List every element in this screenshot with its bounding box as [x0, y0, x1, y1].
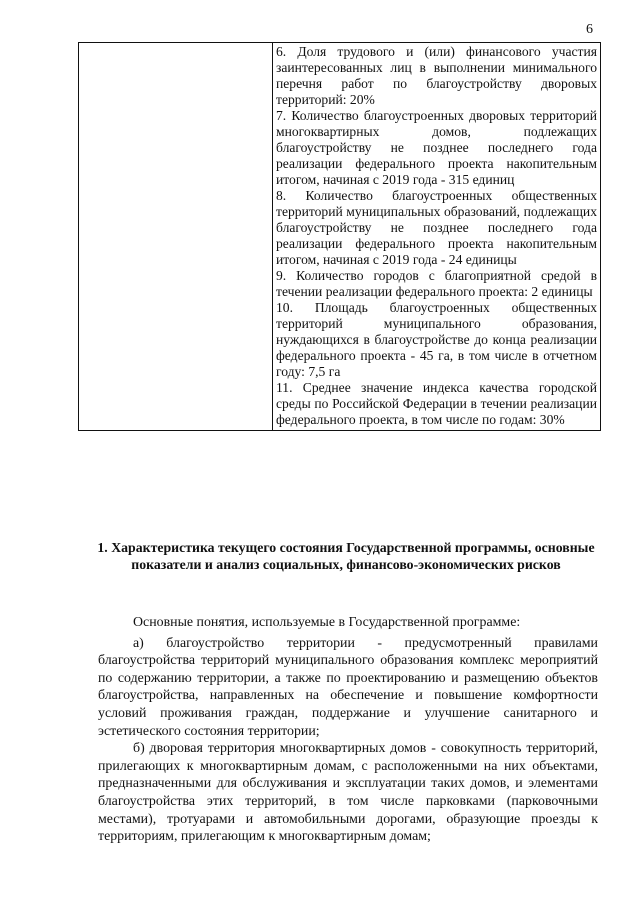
indicator-item: 7. Количество благоустроенных дворовых территорий многоквартирных домов, подлежащих благоустройству не позднее последнего года реализации федерального проекта накопительным итогом, начиная с 2019 года - 315 единиц [276, 108, 597, 187]
indicator-item: 6. Доля трудового и (или) финансового участия заинтересованных лиц в выполнении минимального перечня работ по благоустройству дворовых территорий: 20% [276, 44, 597, 107]
paragraph: б) дворовая территория многоквартирных домов - совокупность территорий, прилегающих к многоквартирным домам, с расположенными на них объектами, предназначенными для обслуживания и эксплуатации таких домов, и элементами благоустройства этих территорий, в том числе парковками (парковочными местами), тротуарами и автомобильными дорогами, образующие проезды к территориям, прилегающим к многоквартирным домам; [98, 741, 598, 845]
table-row [79, 43, 601, 431]
indicator-item: 10. Площадь благоустроенных общественных территорий муниципального образования, нуждающихся в благоустройстве до конца реализации федерального проекта - 45 га, в том числе в отчетном году: 7,5 га [276, 300, 597, 379]
section-body [98, 614, 598, 846]
indicator-item: 9. Количество городов с благоприятной средой в течении реализации федерального проекта: 2 единицы [276, 268, 597, 299]
table-cell-empty [79, 43, 273, 431]
section-heading: 1. Характеристика текущего состояния Государственной программы, основные показатели и анализ социальных, финансово-экономических рисков [97, 540, 595, 572]
paragraph: а) благоустройство территории - предусмотренный правилами благоустройства территорий муниципального образования комплекс мероприятий по содержанию территории, а также по проектированию и размещению объектов благоустройства, направленных на обеспечение и повышение комфортности условий проживания граждан, поддержание и улучшение санитарного и эстетического состояния территории; [98, 635, 598, 739]
indicator-item: 8. Количество благоустроенных общественных территорий муниципальных образований, подлежащих благоустройству не позднее последнего года реализации федерального проекта накопительным итогом, начиная с 2019 года - 24 единицы [276, 188, 597, 267]
indicators-table [78, 42, 601, 431]
indicator-item: 11. Среднее значение индекса качества городской среды по Российской Федерации в течении реализации федерального проекта, в том числе по годам: 30% [276, 380, 597, 427]
page-number: 6 [586, 22, 593, 37]
paragraph: Основные понятия, используемые в Государственной программе: [133, 615, 521, 630]
table-cell-indicators [273, 43, 601, 431]
